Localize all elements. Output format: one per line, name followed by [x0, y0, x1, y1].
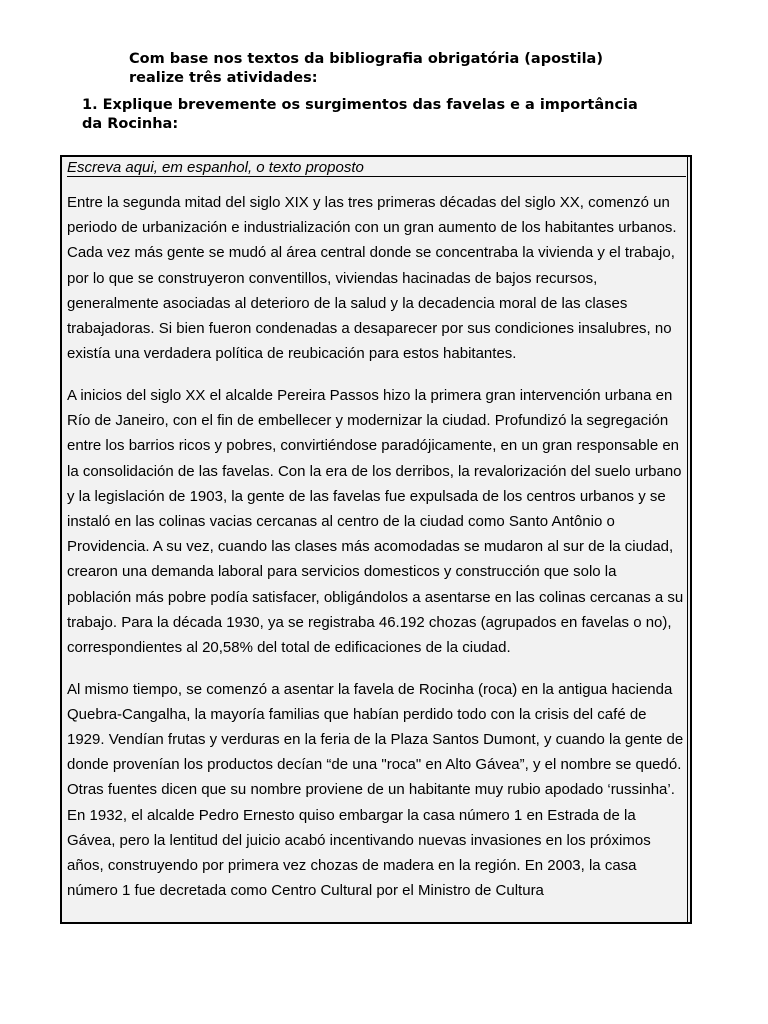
answer-paragraph-2: A inicios del siglo XX el alcalde Pereira Passos hizo la primera gran intervención urbana en Río de Janeiro, con el fin de embellecer y modernizar la ciudad. Profundizó la segregación entre los barrios ricos y pobres, convirtiéndose paradójicamente, en un gran responsable en la consolidación de las favelas. Con la era de los derribos, la revalorización del suelo urbano y la legislación de 1903, la gente de las favelas fue expulsada de los centros urbanos y se instaló en las colinas vacias cercanas al centro de la ciudad como Santo Antônio o Providencia. A su vez, cuando las clases más acomodadas se mudaron al sur de la ciudad, crearon una demanda laboral para servicios domesticos y construcción que solo la población más pobre podía satisfacer, obligándolos a asentarse en las colinas cercanas a su trabajo. Para la década 1930, ya se registraba 46.192 chozas (agrupados en favelas o no), correspondientes al 20,58% del total de edificaciones de la ciudad. — [67, 386, 684, 656]
answer-text-box[interactable] — [60, 155, 692, 924]
answer-body[interactable] — [67, 190, 684, 903]
question-line-2: da Rocinha: — [82, 116, 179, 132]
instructions-line-2: realize três atividades: — [129, 70, 318, 86]
answer-paragraph-1: Entre la segunda mitad del siglo XIX y las tres primeras décadas del siglo XX, comenzó un periodo de urbanización e industrialización con un gran aumento de los habitantes urbanos. Cada vez más gente se mudó al área central donde se concentraba la vivienda y el trabajo, por lo que se construyeron conventillos, viviendas hacinadas de bajos recursos, generalmente asociadas al deterioro de la salud y la decadencia moral de las clases trabajadoras. Si bien fueron condenadas a desaparecer por sus condiciones insalubres, no existía una verdadera política de reubicación para estos habitantes. — [67, 194, 677, 363]
answer-box-label: Escreva aqui, em espanhol, o texto proposto — [67, 159, 686, 177]
question-line-1: 1. Explique brevemente os surgimentos das favelas e a importância — [82, 97, 638, 113]
instructions-line-1: Com base nos textos da bibliografia obrigatória (apostila) — [129, 51, 603, 67]
answer-paragraph-3: Al mismo tiempo, se comenzó a asentar la favela de Rocinha (roca) en la antigua hacienda Quebra-Cangalha, la mayoría familias que habían perdido todo con la crisis del café de 1929. Vendían frutas y verduras en la feria de la Plaza Santos Dumont, y cuando la gente de donde provenían los productos decían “de una "roca" en Alto Gávea”, y el nombre se quedó. Otras fuentes dicen que su nombre proviene de un habitante muy rubio apodado ‘russinha’. En 1932, el alcalde Pedro Ernesto quiso embargar la casa número 1 en Estrada de la Gávea, pero la lentitud del juicio acabó incentivando nuevas invasiones en los próximos años, construyendo por primera vez chozas de madera en la región. En 2003, la casa número 1 fue decretada como Centro Cultural por el Ministro de Cultura — [67, 680, 684, 900]
question-heading — [82, 96, 692, 134]
assignment-instructions — [129, 50, 689, 88]
